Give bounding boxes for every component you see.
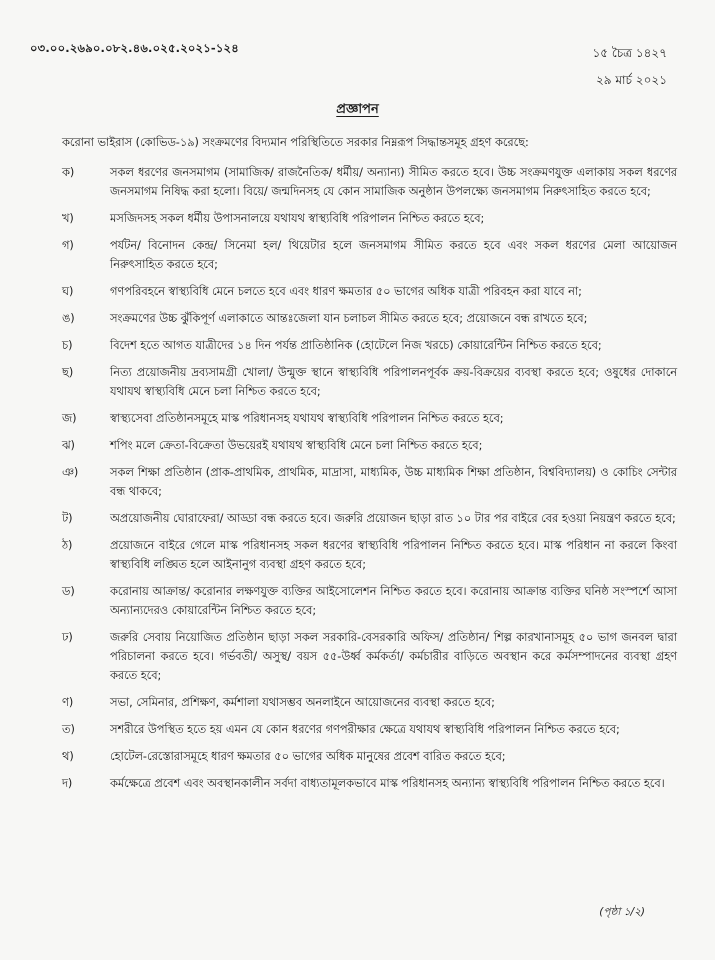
list-item <box>62 336 677 355</box>
list-item-text: পর্যটন/ বিনোদন কেন্দ্র/ সিনেমা হল/ থিয়েটার হলে জনসমাগম সীমিত করতে হবে এবং সকল ধরণের মেলা আয়োজন নিরুৎসাহিত করতে হবে; <box>110 239 677 271</box>
list-item-text: স্বাস্থ্যসেবা প্রতিষ্ঠানসমূহে মাস্ক পরিধানসহ যথাযথ স্বাস্থ্যবিধি পরিপালন নিশ্চিত করতে হবে; <box>110 412 504 425</box>
list-item-text: সকল ধরণের জনসমাগম (সামাজিক/ রাজনৈতিক/ ধর্মীয়/ অন্যান্য) সীমিত করতে হবে। উচ্চ সংক্রমণযুক্ত এলাকায় সকল ধরণের জনসমাগম নিষিদ্ধ করা হলো। বিয়ে/ জন্মদিনসহ যে কোন সামাজিক অনুষ্ঠান উপলক্ষ্যে জনসমাগম নিরুৎসাহিত করতে হবে; <box>110 166 677 198</box>
list-item-label: দ) <box>62 777 73 790</box>
list-item <box>62 693 677 712</box>
list-item <box>62 409 677 428</box>
list-item-text: জরুরি সেবায় নিয়োজিত প্রতিষ্ঠান ছাড়া সকল সরকারি-বেসরকারি অফিস/ প্রতিষ্ঠান/ শিল্প কারখানাসমূহ ৫০ ভাগ জনবল দ্বারা পরিচালনা করতে হবে। গর্ভবতী/ অসুস্থ/ বয়স ৫৫-উর্ধ্ব কর্মকর্তা/ কর্মচারীর বাড়িতে অবস্থান করে কর্মসম্পাদনের ব্যবস্থা গ্রহণ করতে হবে; <box>110 631 677 682</box>
list-item <box>62 209 677 228</box>
list-item <box>62 774 677 793</box>
document-title: প্রজ্ঞাপন <box>336 102 379 117</box>
list-item <box>62 509 677 528</box>
list-item-label: ড) <box>62 585 75 598</box>
list-item-label: ক) <box>62 166 75 179</box>
list-item-label: থ) <box>62 750 74 763</box>
list-item <box>62 236 677 274</box>
list-item-label: ণ) <box>62 696 74 709</box>
list-item-label: খ) <box>62 212 74 225</box>
list-item-label: ছ) <box>62 366 74 379</box>
list-item-text: মসজিদসহ সকল ধর্মীয় উপাসনালয়ে যথাযথ স্বাস্থ্যবিধি পরিপালন নিশ্চিত করতে হবে; <box>110 212 485 225</box>
list-item <box>62 720 677 739</box>
date-bangla: ১৫ চৈত্র ১৪২৭ <box>592 46 667 60</box>
list-item-label: ঞ) <box>62 466 79 479</box>
list-item-text: বিদেশ হতে আগত যাত্রীদের ১৪ দিন পর্যন্ত প্রাতিষ্ঠানিক (হোটেলে নিজ খরচে) কোয়ারেন্টিন নিশ্চিত করতে হবে; <box>110 339 602 352</box>
list-item-label: ঘ) <box>62 285 74 298</box>
list-item <box>62 363 677 401</box>
date-block <box>592 40 667 94</box>
list-item <box>62 282 677 301</box>
list-item-text: অপ্রয়োজনীয় ঘোরাফেরা/ আড্ডা বন্ধ করতে হবে। জরুরি প্রয়োজন ছাড়া রাত ১০ টার পর বাইরে বের হওয়া নিয়ন্ত্রণ করতে হবে; <box>110 512 676 525</box>
list-item-label: গ) <box>62 239 74 252</box>
list-item-label: চ) <box>62 339 73 352</box>
list-item <box>62 309 677 328</box>
document-title-wrapper <box>0 100 715 121</box>
list-item-text: সকল শিক্ষা প্রতিষ্ঠান (প্রাক-প্রাথমিক, প্রাথমিক, মাদ্রাসা, মাধ্যমিক, উচ্চ মাধ্যমিক শিক্ষা প্রতিষ্ঠান, বিশ্ববিদ্যালয়) ও কোচিং সেন্টার বন্ধ থাকবে; <box>110 466 677 498</box>
list-item-text: সশরীরে উপস্থিত হতে হয় এমন যে কোন ধরণের গণপরীক্ষার ক্ষেত্রে যথাযথ স্বাস্থ্যবিধি পরিপালন নিশ্চিত করতে হবে; <box>110 723 620 736</box>
list-item-label: জ) <box>62 412 77 425</box>
list-item <box>62 628 677 685</box>
list-item-text: করোনায় আক্রান্ত/ করোনার লক্ষণযুক্ত ব্যক্তির আইসোলেশন নিশ্চিত করতে হবে। করোনায় আক্রান্ত ব্যক্তির ঘনিষ্ঠ সংস্পর্শে আসা অন্যান্যদেরও কোয়ারেন্টিন নিশ্চিত করতে হবে; <box>110 585 677 617</box>
list-item-text: প্রয়োজনে বাইরে গেলে মাস্ক পরিধানসহ সকল ধরণের স্বাস্থ্যবিধি পরিপালন নিশ্চিত করতে হবে। মাস্ক পরিধান না করলে কিংবা স্বাস্থ্যবিধি লঙ্ঘিত হলে আইনানুগ ব্যবস্থা গ্রহণ করতে হবে; <box>110 539 677 571</box>
list-item-text: সংক্রমণের উচ্চ ঝুঁকিপূর্ণ এলাকাতে আন্তঃজেলা যান চলাচল সীমিত করতে হবে; প্রয়োজনে বন্ধ রাখতে হবে; <box>110 312 588 325</box>
date-english: ২৯ মার্চ ২০২১ <box>595 73 667 87</box>
list-item-text: গণপরিবহনে স্বাস্থ্যবিধি মেনে চলতে হবে এবং ধারণ ক্ষমতার ৫০ ভাগের অধিক যাত্রী পরিবহন করা যাবে না; <box>110 285 582 298</box>
list-item-text: হোটেল-রেস্তোরাসমূহে ধারণ ক্ষমতার ৫০ ভাগের অধিক মানুষের প্রবেশ বারিত করতে হবে; <box>110 750 506 763</box>
list-item <box>62 747 677 766</box>
list-item-label: ঝ) <box>62 439 75 452</box>
intro-paragraph: করোনা ভাইরাস (কোভিড-১৯) সংক্রমণের বিদ্যমান পরিস্থিতিতে সরকার নিম্নরূপ সিদ্ধান্তসমূহ গ্রহণ করেছে: <box>62 136 529 149</box>
decision-list <box>62 163 677 801</box>
list-item-text: নিত্য প্রয়োজনীয় দ্রব্যসামগ্রী খোলা/ উন্মুক্ত স্থানে স্বাস্থ্যবিধি পরিপালনপূর্বক ক্রয়-বিক্রয়ের ব্যবস্থা করতে হবে; ওষুধের দোকানে যথাযথ স্বাস্থ্যবিধি মেনে চলা নিশ্চিত করতে হবে; <box>110 366 677 398</box>
list-item-label: ঢ) <box>62 631 73 644</box>
list-item-label: ট) <box>62 512 73 525</box>
memo-number: ০৩.০০.২৬৯০.০৮২.৪৬.০২৫.২০২১-১২৪ <box>30 41 239 55</box>
list-item-label: ঠ) <box>62 539 73 552</box>
list-item-label: ঙ) <box>62 312 75 325</box>
list-item-label: ত) <box>62 723 75 736</box>
list-item-text: শপিং মলে ক্রেতা-বিক্রেতা উভয়েরই যথাযথ স্বাস্থ্যবিধি মেনে চলা নিশ্চিত করতে হবে; <box>110 439 483 452</box>
list-item <box>62 536 677 574</box>
list-item <box>62 582 677 620</box>
list-item-text: কর্মক্ষেত্রে প্রবেশ এবং অবস্থানকালীন সর্বদা বাধ্যতামূলকভাবে মাস্ক পরিধানসহ অন্যান্য স্বাস্থ্যবিধি পরিপালন নিশ্চিত করতে হবে। <box>110 777 665 790</box>
list-item-text: সভা, সেমিনার, প্রশিক্ষণ, কর্মশালা যথাসম্ভব অনলাইনে আয়োজনের ব্যবস্থা করতে হবে; <box>110 696 495 709</box>
list-item <box>62 163 677 201</box>
list-item <box>62 436 677 455</box>
page-number: (পৃষ্ঠা ১/২) <box>599 906 645 918</box>
list-item <box>62 463 677 501</box>
